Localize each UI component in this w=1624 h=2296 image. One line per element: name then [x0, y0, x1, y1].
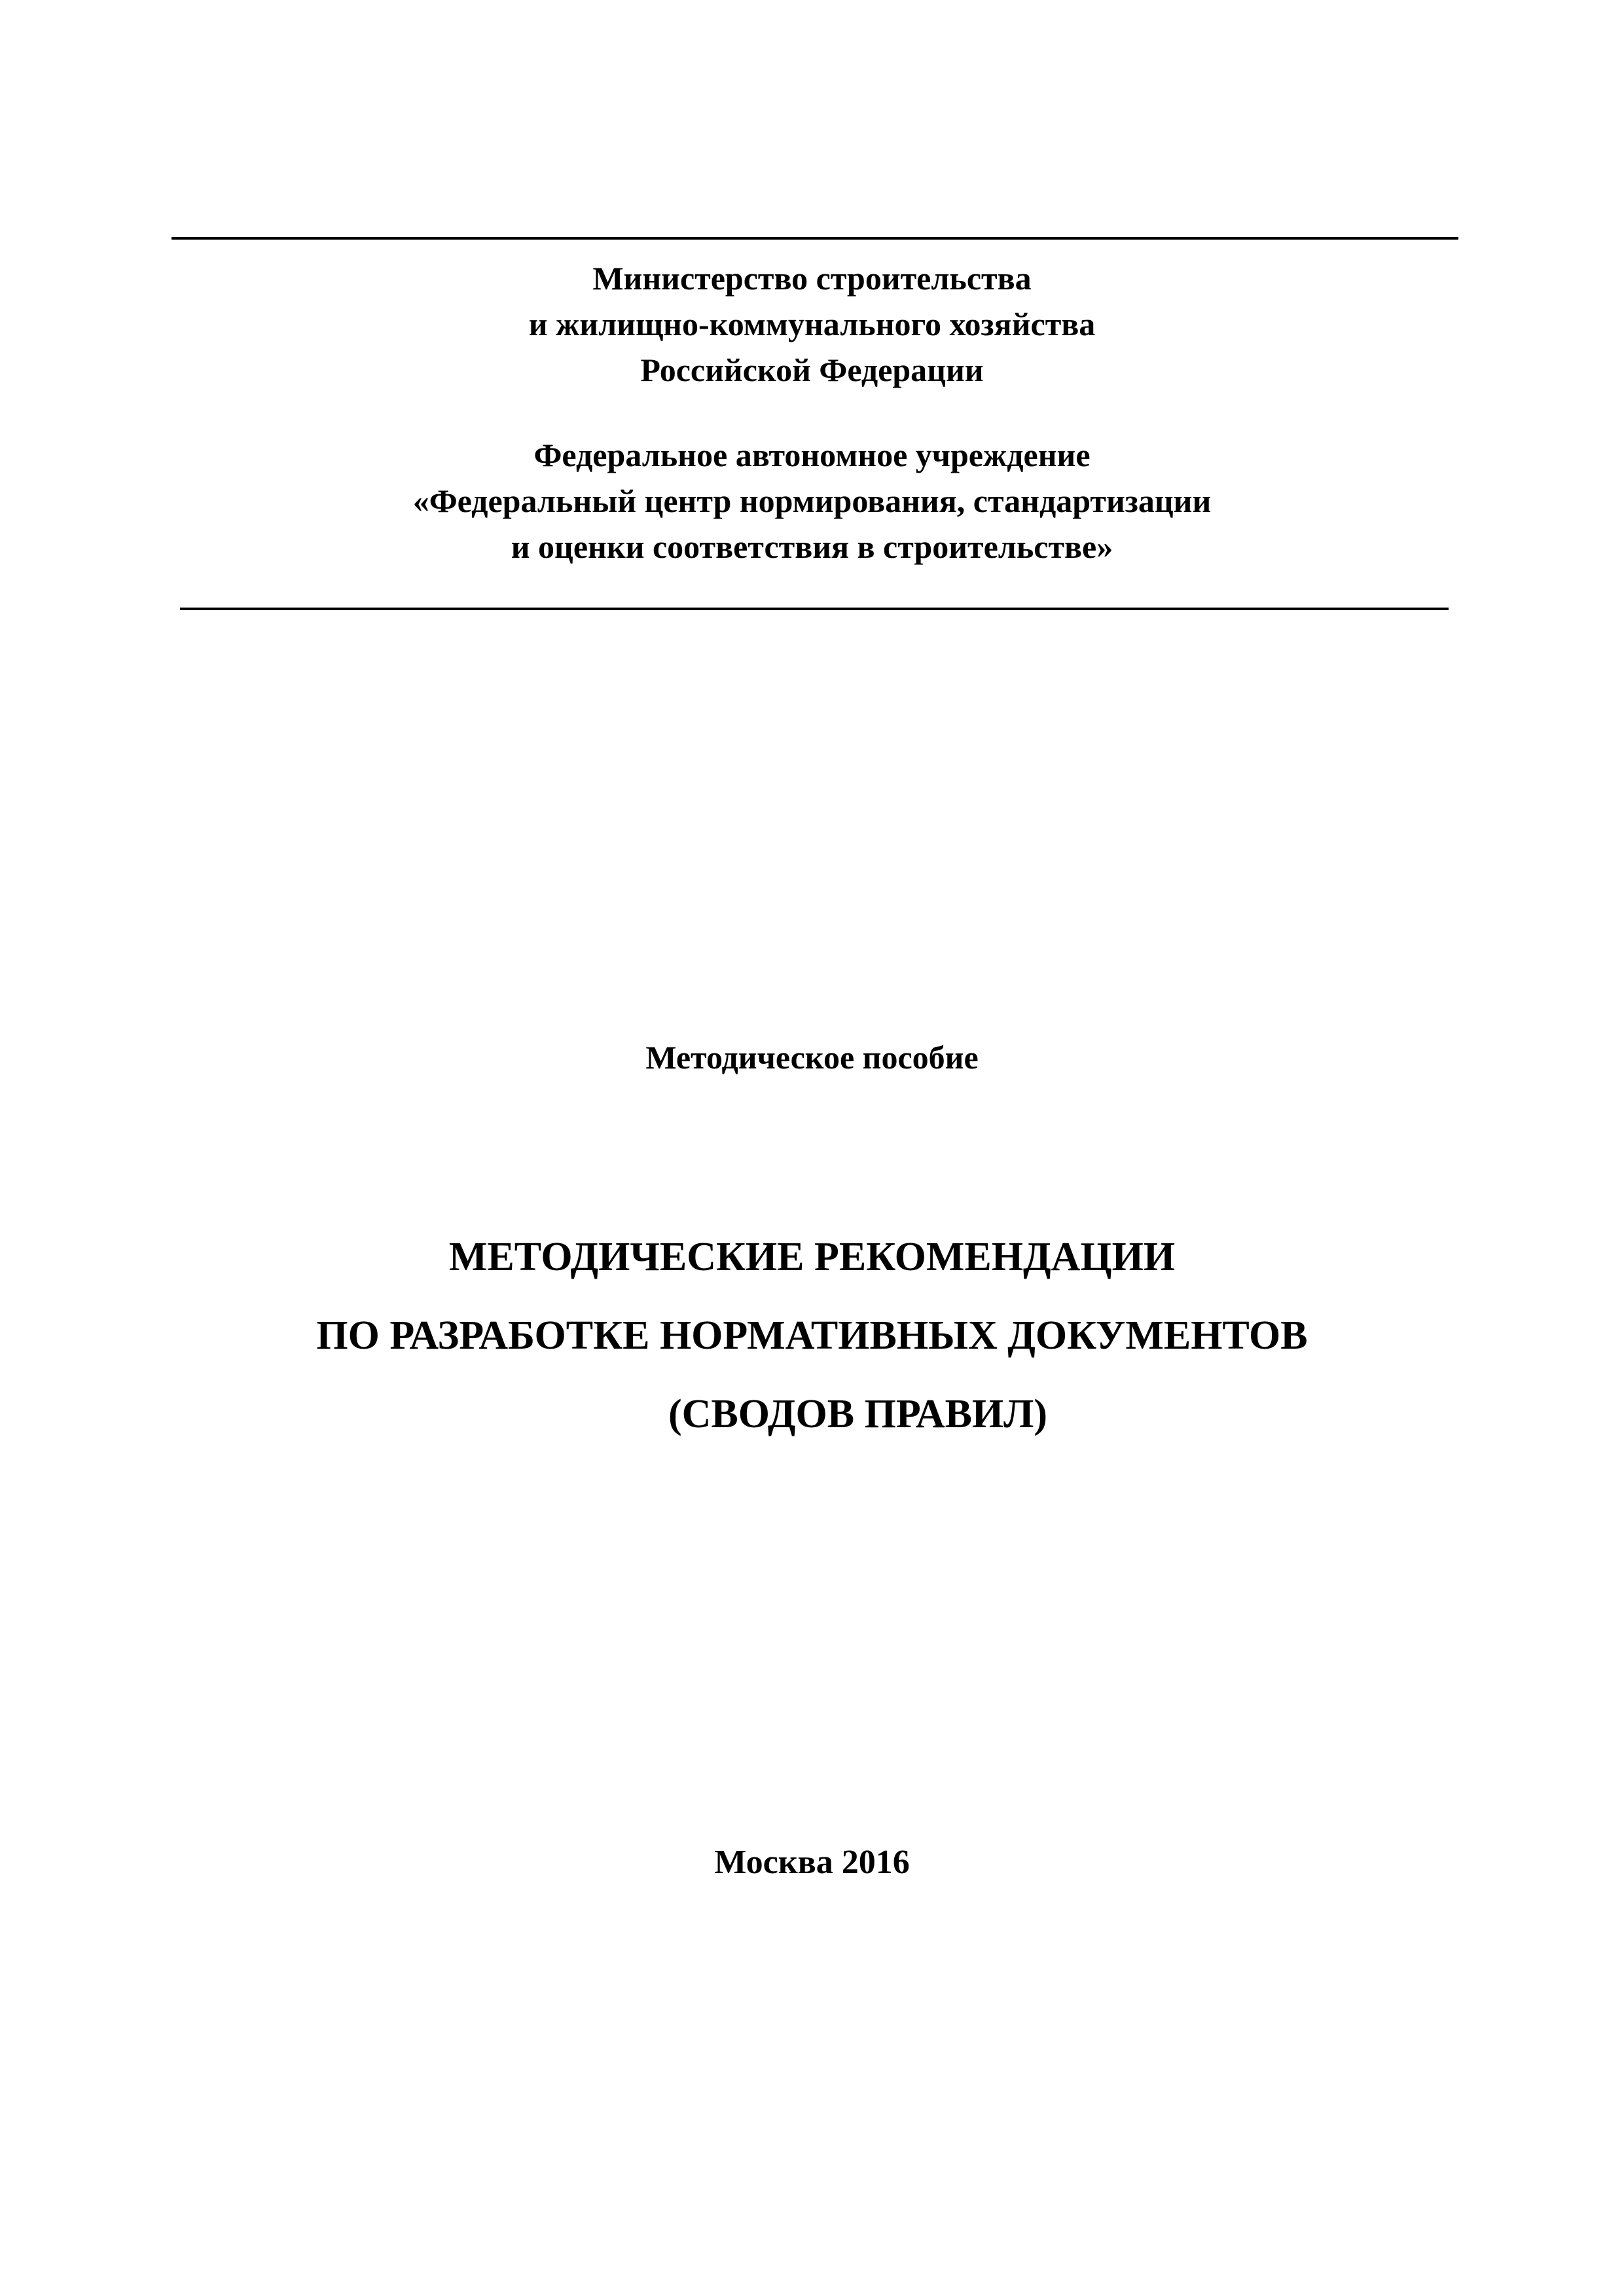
institution-line: Федеральное автономное учреждение [533, 437, 1091, 473]
bottom-divider [180, 608, 1449, 610]
document-title [0, 1218, 1624, 1453]
ministry-line: Российской Федерации [640, 352, 984, 388]
top-divider [171, 237, 1458, 240]
ministry-name [0, 255, 1624, 393]
title-line: ПО РАЗРАБОТКЕ НОРМАТИВНЫХ ДОКУМЕНТОВ [316, 1313, 1308, 1358]
title-line: (СВОДОВ ПРАВИЛ) [668, 1392, 1047, 1436]
institution-name [0, 432, 1624, 570]
publication-place-year [0, 1840, 1624, 1886]
document-type [0, 1034, 1624, 1080]
city-year-label: Москва 2016 [714, 1844, 910, 1881]
title-line: МЕТОДИЧЕСКИЕ РЕКОМЕНДАЦИИ [448, 1235, 1176, 1279]
institution-line: «Федеральный центр нормирования, стандартизации [412, 483, 1212, 519]
institution-line: и оценки соответствия в строительстве» [511, 528, 1113, 565]
ministry-line: и жилищно-коммунального хозяйства [528, 306, 1096, 342]
ministry-line: Министерство строительства [592, 260, 1032, 297]
document-type-label: Методическое пособие [645, 1039, 979, 1076]
